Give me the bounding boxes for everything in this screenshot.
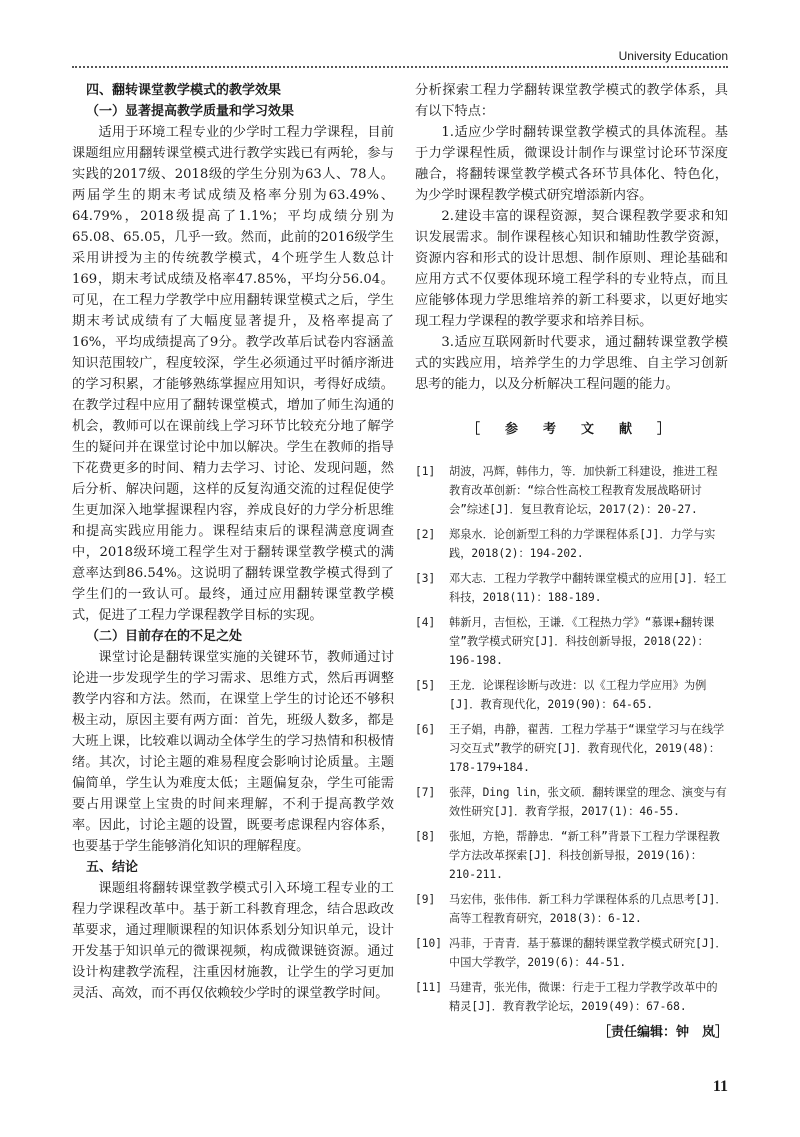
section-4-heading: 四、翻转课堂教学模式的教学效果	[86, 83, 282, 98]
feature-point-3: 3.适应互联网新时代要求，通过翻转课堂教学模式的实践应用，培养学生的力学思维、自主学习创新思考的能力，以及分析解决工程问题的能力。	[415, 335, 728, 392]
paragraph-continued: 分析探索工程力学翻转课堂教学模式的教学体系，具有以下特点：	[415, 83, 728, 119]
reference-number: [4]	[415, 616, 436, 629]
reference-text: 张旭，方艳，帮静忠．“新工科”背景下工程力学课程教学方法改革探索[J]．科技创新导报，2019(16)：210-211.	[449, 830, 720, 881]
reference-text: 胡波，冯辉，韩伟力，等．加快新工科建设，推进工程教育改革创新：“综合性高校工程教育发展战略研讨会”综述[J]．复旦教育论坛，2017(2)：20-27.	[449, 465, 718, 516]
reference-number: [8]	[415, 830, 436, 843]
journal-header-label: University Education	[618, 49, 728, 63]
paragraph-effects: 适用于环境工程专业的少学时工程力学课程，目前课题组应用翻转课堂模式进行教学实践已有两轮，参与实践的2017级、2018级的学生分别为63人、78人。两届学生的期末考试成绩及格率分别为63.49%、64.79%，2018级提高了1.1%；平均成绩分别为65.08、65.05，几乎一致。然而，此前的2016级学生采用讲授为主的传统教学模式，4个班学生人数总计169，期末考试成绩及格率47.85%，平均分56.04。可见，在工程力学教学中应用翻转课堂模式之后，学生期末考试成绩有了大幅度显著提升，及格率提高了16%，平均成绩提高了9分。教学改革后试卷内容涵盖知识范围较广，程度较深，学生必须通过平时循序渐进的学习积累，才能够熟练掌握应用知识，考得好成绩。在教学过程中应用了翻转课堂模式，增加了师生沟通的机会，教师可以在课前线上学习环节比较充分地了解学生的疑问并在课堂讨论中加以解决。学生在教师的指导下花费更多的时间、精力去学习、讨论、发现问题，然后分析、解决问题，这样的反复沟通交流的过程促使学生更加深入地掌握课程内容，养成良好的力学分析思维和提高实践应用能力。课程结束后的课程满意度调查中，2018级环境工程学生对于翻转课堂教学模式的满意率达到86.54%。这说明了翻转课堂教学模式得到了学生们的一致认可。最终，通过应用翻转课堂教学模式，促进了工程力学课程教学目标的实现。	[72, 125, 394, 623]
reference-item	[415, 978, 728, 1016]
reference-item	[415, 525, 728, 563]
reference-text: 马宏伟，张伟伟．新工科力学课程体系的几点思考[J]．高等工程教育研究，2018(3)：6-12.	[449, 893, 727, 925]
reference-item	[415, 827, 728, 884]
reference-item	[415, 934, 728, 972]
reference-text: 邓大志．工程力学教学中翻转课堂模式的应用[J]．轻工科技，2018(11)：188-189.	[449, 572, 727, 604]
reference-number: [1]	[415, 465, 436, 478]
paragraph-conclusion: 课题组将翻转课堂教学模式引入环境工程专业的工程力学课程改革中。基于新工科教育理念，结合思政改革要求，通过理顺课程的知识体系划分知识单元，设计开发基于知识单元的微课视频，构成微课链资源。通过设计构建教学流程，注重因材施教，让学生的学习更加灵活、高效，而不再仅依赖较少学时的课堂教学时间。	[72, 881, 394, 1001]
reference-number: [11]	[415, 981, 442, 994]
reference-item	[415, 676, 728, 714]
reference-item	[415, 569, 728, 607]
reference-number: [6]	[415, 723, 436, 736]
reference-text: 王子娟，冉静，翟茜．工程力学基于“课堂学习与在线学习交互式”教学的研究[J]．教育现代化，2019(48)：178-179+184.	[449, 723, 725, 774]
section-5-heading: 五、结论	[86, 860, 139, 875]
feature-point-1: 1.适应少学时翻转课堂教学模式的具体流程。基于力学课程性质，微课设计制作与课堂讨论环节深度融合，将翻转课堂教学模式各环节具体化、特色化，为少学时课程教学模式研究增添新内容。	[415, 125, 728, 203]
reference-number: [7]	[415, 786, 436, 799]
right-column	[415, 80, 728, 1067]
reference-text: 马建青，张光伟，微课：行走于工程力学教学改革中的精灵[J]．教育教学论坛，2019(49)：67-68.	[449, 981, 718, 1013]
reference-item	[415, 783, 728, 821]
references-title: ［ 参 考 文 献 ］	[466, 422, 676, 437]
reference-number: [5]	[415, 679, 436, 692]
page-number: 11	[712, 1078, 728, 1095]
feature-point-2: 2.建设丰富的课程资源，契合课程教学要求和知识发展需求。制作课程核心知识和辅助性教学资源，资源内容和形式的设计思想、制作原则、理论基础和应用方式不仅要体现环境工程学科的专业特点，而且应能够体现力学思维培养的新工科要求，以更好地实现工程力学课程的教学要求和培养目标。	[415, 209, 728, 329]
reference-text: 冯菲，于青青．基于慕课的翻转课堂教学模式研究[J]．中国大学教学，2019(6)：44-51.	[449, 937, 727, 969]
reference-number: [2]	[415, 528, 436, 541]
paragraph-shortcomings: 课堂讨论是翻转课堂实施的关键环节，教师通过讨论进一步发现学生的学习需求、思维方式，然后再调整教学内容和方法。然而，在课堂上学生的讨论还不够积极主动，原因主要有两方面：首先，班级人数多，都是大班上课，比较难以调动全体学生的学习热情和积极情绪。其次，讨论主题的难易程度会影响讨论质量。主题偏简单，学生认为难度太低；主题偏复杂，学生可能需要占用课堂上宝贵的时间来理解，不利于提高教学效率。因此，讨论主题的设置，既要考虑课程内容体系，也要基于学生能够消化知识的理解程度。	[72, 650, 394, 854]
reference-item	[415, 613, 728, 670]
reference-text: 王龙．论课程诊断与改进：以《工程力学应用》为例[J]．教育现代化，2019(90)：64-65.	[449, 679, 707, 711]
subsection-1-heading: （一）显著提高教学质量和学习效果	[86, 104, 295, 119]
responsible-editor: ［责任编辑：钟 岚］	[597, 1025, 728, 1040]
header-divider	[72, 66, 728, 68]
left-column	[72, 80, 394, 1067]
subsection-2-heading: （二）目前存在的不足之处	[86, 629, 243, 644]
reference-text: 韩新月，吉恒松，王谦．《工程热力学》“慕课+翻转课堂”教学模式研究[J]．科技创新导报，2018(22)：196-198.	[449, 616, 715, 667]
reference-item	[415, 462, 728, 519]
reference-item	[415, 720, 728, 777]
reference-text: 郑泉水．论创新型工科的力学课程体系[J]．力学与实践，2018(2)：194-202.	[449, 528, 716, 560]
reference-item	[415, 890, 728, 928]
reference-number: [9]	[415, 893, 436, 906]
reference-text: 张萍，Ding lin，张文硕．翻转课堂的理念、演变与有效性研究[J]．教育学报，2017(1)：46-55.	[449, 786, 727, 818]
reference-number: [10]	[415, 937, 442, 950]
reference-number: [3]	[415, 572, 436, 585]
reference-list	[415, 462, 728, 1016]
